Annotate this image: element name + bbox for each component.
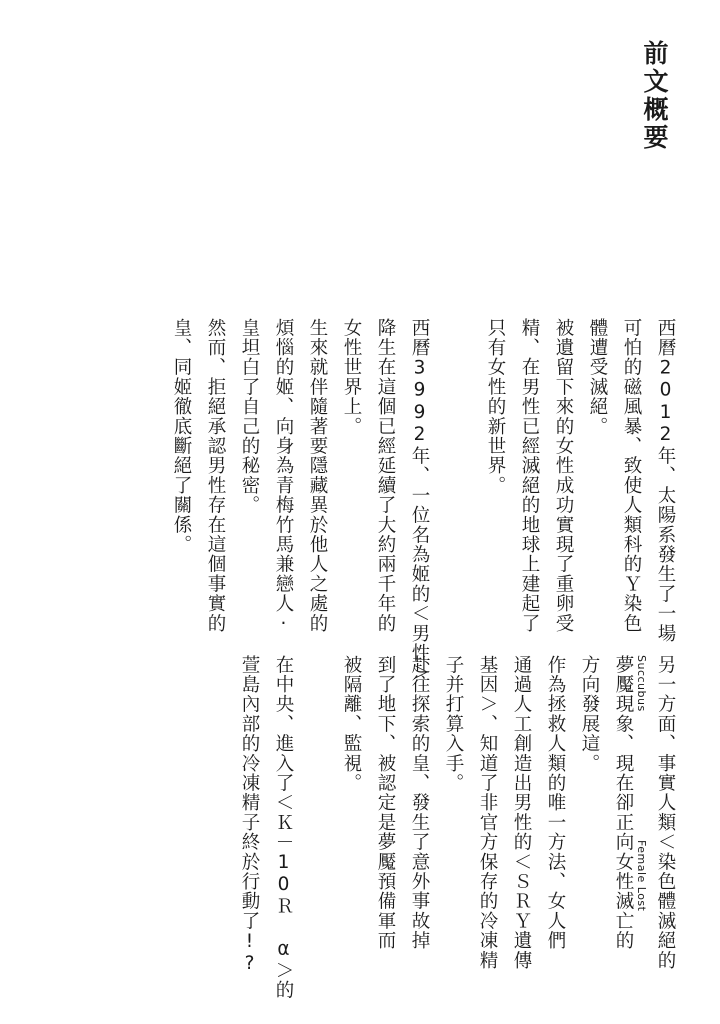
text-column: 赴往探索的皇、發生了意外事故掉 xyxy=(409,655,430,951)
text-column: 被隔離、監視。 xyxy=(341,655,362,793)
text-column: 子并打算入手。 xyxy=(443,655,464,793)
text-column: 皇、同姬徹底斷絕了關係。 xyxy=(171,318,192,555)
text-column: 煩惱的姬、向身為青梅竹馬兼戀人· xyxy=(273,318,294,636)
text-column: 然而、拒絕承認男性存在這個事實的 xyxy=(205,318,226,634)
ruby-annotation: Succubus xyxy=(635,655,648,712)
text-column: 只有女性的新世界。 xyxy=(485,318,506,496)
text-column: 在中央、進入了＜Ｋ－10Ｒ α＞的 xyxy=(273,655,294,1000)
text-column: 另一方面、事實人類＜染色體滅絕的 xyxy=(655,655,676,971)
text-column: 皇坦白了自己的秘密。 xyxy=(239,318,260,515)
text-column: 西曆2012年、太陽系發生了一場 xyxy=(655,318,676,644)
text-column: 被遺留下來的女性成功實現了重卵受 xyxy=(553,318,574,634)
page-title: 前文概要 xyxy=(640,40,669,152)
text-column: 基因＞、知道了非官方保存的冷凍精 xyxy=(477,655,498,971)
text-column: 體遭受滅絕。 xyxy=(587,318,608,437)
text-column: 萱島內部的冷凍精子終於行動了!? xyxy=(239,655,260,976)
text-column: 生來就伴隨著要隱藏異於他人之處的 xyxy=(307,318,328,634)
text-column: 到了地下、被認定是夢魘預備軍而 xyxy=(375,655,396,951)
ruby-annotation: Female Lost xyxy=(635,840,648,912)
text-column: 西曆3992年、一位名為姬的＜男性＞ xyxy=(409,318,430,683)
text-column: 方向發展這。 xyxy=(579,655,600,774)
text-column: 通過人工創造出男性的＜ＳＲＹ遺傳 xyxy=(511,655,532,971)
text-column: 夢魘現象、現在卻正向女性滅亡的 xyxy=(613,655,634,951)
text-column: 精、在男性已經滅絕的地球上建起了 xyxy=(519,318,540,634)
text-column: 降生在這個已經延續了大約兩千年的 xyxy=(375,318,396,634)
text-column: 作為拯救人類的唯一方法、女人們 xyxy=(545,655,566,951)
text-column: 可怕的磁風暴、致使人類科的Ｙ染色 xyxy=(621,318,642,634)
text-column: 女性世界上。 xyxy=(341,318,362,437)
